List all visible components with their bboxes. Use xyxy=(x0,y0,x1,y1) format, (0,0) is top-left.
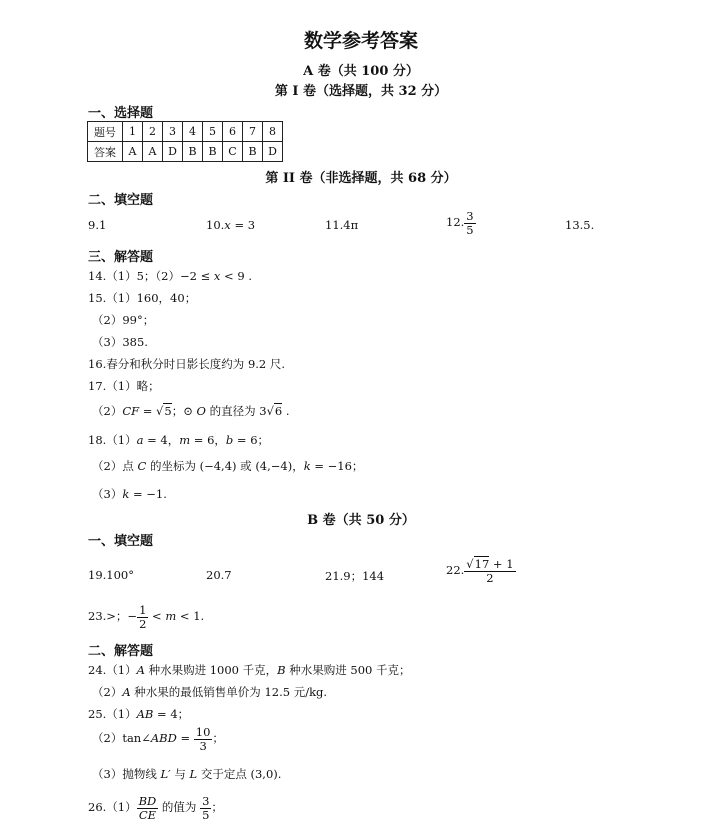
table-cell: 5 xyxy=(203,122,223,142)
table-cell: A xyxy=(143,142,163,162)
page-title: 数学参考答案 xyxy=(303,30,418,52)
part-2-heading: 第 II 卷（非选择题，共 68 分） xyxy=(265,171,457,186)
answer-q11: 11.4π xyxy=(325,218,359,232)
answer-q12: 12. $\frac{3}{5}$ xyxy=(446,209,474,237)
answer-q17-1: 17.（1）略； xyxy=(88,379,160,393)
table-cell: A xyxy=(123,142,143,162)
part-1-heading: 第 I 卷（选择题，共 32 分） xyxy=(274,84,448,99)
table-cell: B xyxy=(183,142,203,162)
section-b-fill-heading: 一、填空题 xyxy=(88,534,154,549)
answer-q19: 19.100° xyxy=(88,568,134,582)
table-cell: B xyxy=(203,142,223,162)
answer-q20: 20.7 xyxy=(206,568,232,582)
answer-q21: 21.9；144 xyxy=(325,569,385,583)
answer-q9: 9.1 xyxy=(88,218,107,232)
answer-q10: 10.x = 3 xyxy=(206,218,256,232)
answer-q15-1: 15.（1）160，40； xyxy=(88,291,197,305)
answer-q18-1: 18.（1）a = 4，m = 6，b = 6； xyxy=(88,433,270,447)
answer-q14: 14.（1）5；（2）−2 ≤ x < 9 . xyxy=(88,269,252,283)
answer-q15-2: （2）99°； xyxy=(92,313,155,327)
table-cell: 3 xyxy=(163,122,183,142)
table-cell: D xyxy=(163,142,183,162)
answer-q24-2: （2）A 种水果的最低销售单价为 12.5 元/kg. xyxy=(92,685,328,699)
answer-q26: 26.（1） $\frac{BD}{CE}$ 的值为 $\frac{3}{5}$ ； xyxy=(88,794,223,822)
table-row xyxy=(88,122,283,142)
answer-q23: 23.>；− $\frac{1}{2}$ < m < 1. xyxy=(88,603,205,631)
table-cell: 答案 xyxy=(88,142,123,162)
section-fill-heading: 二、填空题 xyxy=(88,193,154,208)
table-cell: 4 xyxy=(183,122,203,142)
table-cell: 2 xyxy=(143,122,163,142)
table-cell: 题号 xyxy=(88,122,123,142)
answer-q16: 16.春分和秋分时日影长度约为 9.2 尺. xyxy=(88,357,286,371)
volume-b-heading: B 卷（共 50 分） xyxy=(307,513,415,528)
section-b-solve-heading: 二、解答题 xyxy=(88,644,154,659)
answer-q13: 13.5. xyxy=(565,218,595,232)
answer-q15-3: （3）385. xyxy=(92,335,148,349)
section-choice-heading: 一、选择题 xyxy=(88,106,154,121)
answer-q24-1: 24.（1）A 种水果购进 1000 千克，B 种水果购进 500 千克； xyxy=(88,663,411,677)
volume-a-heading: A 卷（共 100 分） xyxy=(303,64,419,79)
table-cell: 8 xyxy=(263,122,283,142)
table-cell: 1 xyxy=(123,122,143,142)
answer-q25-2: （2）tan∠ABD = $\frac{10}{3}$ ； xyxy=(92,725,224,753)
table-row xyxy=(88,142,283,162)
answer-q17-2: （2）CF = √5；⊙ O 的直径为 3√6 . xyxy=(92,404,290,418)
answer-q18-2: （2）点 C 的坐标为 (−4,4) 或 (4,−4)，k = −16； xyxy=(92,459,364,473)
answer-q22: 22. $\frac{√17 + 1}{2}$ xyxy=(446,557,514,585)
table-cell: 6 xyxy=(223,122,243,142)
choice-answer-table xyxy=(87,121,283,162)
section-solve-heading: 三、解答题 xyxy=(88,250,154,265)
table-cell: D xyxy=(263,142,283,162)
answer-q25-1: 25.（1）AB = 4； xyxy=(88,707,190,721)
answer-q25-3: （3）抛物线 L′ 与 L 交于定点 (3,0). xyxy=(92,767,282,781)
answer-q18-3: （3）k = −1. xyxy=(92,487,167,501)
table-cell: C xyxy=(223,142,243,162)
table-cell: 7 xyxy=(243,122,263,142)
table-cell: B xyxy=(243,142,263,162)
